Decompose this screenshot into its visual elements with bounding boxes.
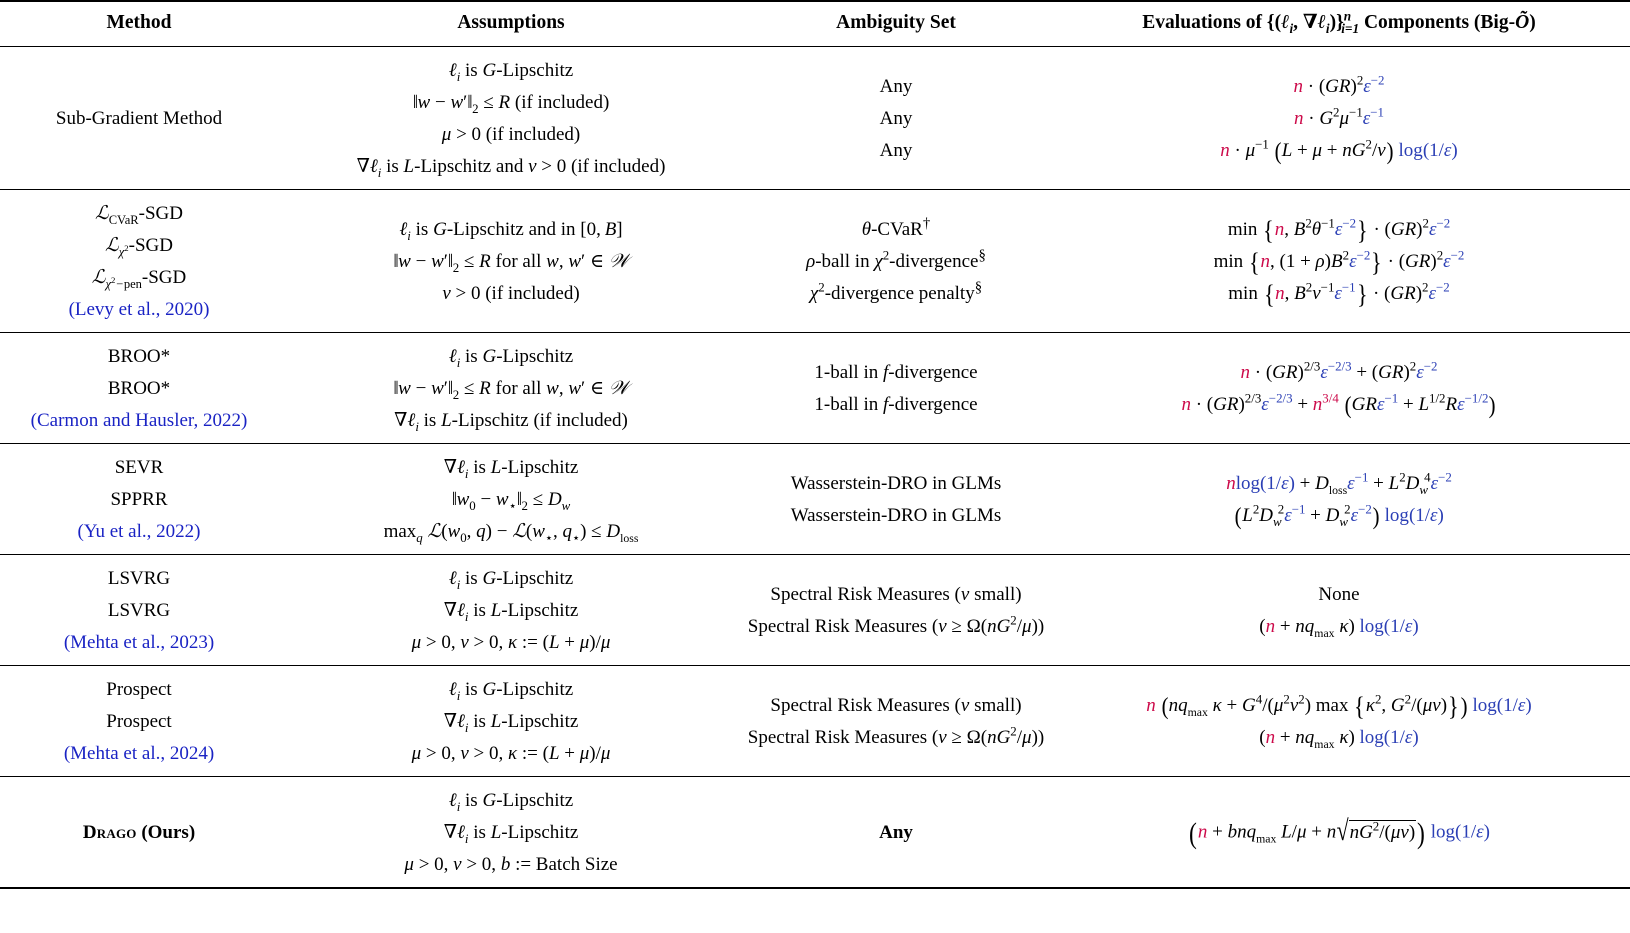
citation-link[interactable]: (Levy et al., 2020) — [68, 298, 210, 320]
cell-evaluations — [1048, 777, 1630, 889]
method-label: Prospect — [106, 678, 172, 700]
column-header-evaluations: Evaluations of {(ℓ$_i$, ∇ℓ$_i$)}$^n_{i=1}$ Components (Big-Õ) — [1142, 8, 1536, 36]
assumption-item: ℓ$_i$ is G-Lipschitz and in [0, B] — [399, 218, 623, 243]
assumption-item: ν > 0 (if included) — [442, 282, 580, 304]
method-label: Sub-Gradient Method — [55, 107, 223, 129]
cell-assumptions — [278, 190, 744, 333]
complexity-item: $(L^2D_w^2\varepsilon^{-1} + D_w^2\varepsilon^{-2})$ log(1/ε) — [1234, 501, 1444, 530]
table-row — [0, 555, 1630, 666]
cell-ambiguity-set — [744, 444, 1048, 555]
cell-assumptions — [278, 444, 744, 555]
ambiguity-list — [747, 689, 1045, 753]
assumption-item: ℓ$_i$ is G-Lipschitz — [448, 567, 574, 592]
assumption-item: ℓ$_i$ is G-Lipschitz — [448, 345, 574, 370]
assumption-item: ‖w − $w'‖_2 \le R$ for all w, w′ ∈ 𝒲 — [393, 377, 629, 402]
table-row — [0, 190, 1630, 333]
cell-assumptions — [278, 47, 744, 190]
method-name-stack — [6, 816, 272, 848]
cell-assumptions — [278, 555, 744, 666]
method-label: SPPRR — [110, 488, 168, 510]
ambiguity-item: Wasserstein-DRO in GLMs — [790, 504, 1002, 526]
ambiguity-item: Spectral Risk Measures $(\nu \ge \Omega(nG^2/\mu))$ — [747, 723, 1045, 748]
method-label: LSVRG — [107, 599, 171, 621]
citation-link[interactable]: (Carmon and Hausler, 2022) — [30, 409, 248, 431]
method-label: SEVR — [114, 456, 164, 478]
complexity-item: $n \cdot (GR)^{2/3}\varepsilon^{-2/3} + n^{3/4}$ $(GR\varepsilon^{-1} + L^{1/2}R\varepsilon^{-1/2})$ — [1181, 390, 1496, 419]
complexity-item: min {n, $(1 + \rho)B^2\varepsilon^{-2}\} \cdot (GR)^2\varepsilon^{-2}$ — [1213, 247, 1465, 277]
assumption-list — [284, 54, 738, 182]
assumption-item: ∇ℓ$_i$ is L-Lipschitz — [443, 599, 579, 624]
method-label: LSVRG — [107, 567, 171, 589]
method-label: ℒ$_{CVaR}$-SGD — [95, 202, 183, 227]
assumption-item: ∇ℓ$_i$ is L-Lipschitz — [443, 456, 579, 481]
complexity-item: min {n, $B^2\nu^{-1}\varepsilon^{-1}\} \cdot (GR)^2\varepsilon^{-2}$ — [1228, 279, 1450, 309]
method-label: BROO* — [107, 377, 171, 399]
ambiguity-item: Spectral Risk Measures (ν small) — [770, 694, 1022, 716]
cell-method — [0, 190, 278, 333]
complexity-list — [1054, 814, 1624, 852]
assumption-list — [284, 451, 738, 547]
ambiguity-item: 1-ball in f-divergence — [814, 393, 978, 415]
cell-method — [0, 444, 278, 555]
cell-evaluations — [1048, 47, 1630, 190]
cell-ambiguity-set — [744, 190, 1048, 333]
complexity-list — [1054, 213, 1624, 309]
complexity-list — [1054, 578, 1624, 642]
complexity-item: min {n, $B^2\theta^{-1}\varepsilon^{-2}\} \cdot (GR)^2\varepsilon^{-2}$ — [1227, 215, 1451, 245]
assumption-list — [284, 213, 738, 309]
method-label: ℒ$_{\chi^2}$-SGD — [105, 234, 173, 259]
citation-link[interactable]: (Mehta et al., 2024) — [63, 742, 215, 764]
assumption-item: μ > 0, ν > 0, b := Batch Size — [404, 853, 618, 875]
assumption-item: ℓ$_i$ is G-Lipschitz — [448, 678, 574, 703]
method-label: ℒ$_{\chi^2-pen}$-SGD — [91, 266, 187, 291]
ambiguity-list — [750, 70, 1042, 166]
table-row — [0, 333, 1630, 444]
ambiguity-list — [750, 213, 1042, 309]
complexity-list — [1054, 356, 1624, 420]
method-label: Prospect — [106, 710, 172, 732]
method-name-stack — [6, 340, 272, 436]
assumption-list — [284, 340, 738, 436]
table-header — [0, 1, 1630, 47]
complexity-item: $n \cdot (GR)^2\varepsilon^{-2}$ — [1293, 72, 1385, 97]
cell-ambiguity-set — [744, 47, 1048, 190]
assumption-item: ∇ℓ$_i$ is L-Lipschitz — [443, 710, 579, 735]
method-name-stack — [6, 102, 272, 134]
assumption-item: ∇ℓ$_i$ is L-Lipschitz — [443, 821, 579, 846]
cell-method — [0, 333, 278, 444]
complexity-item: ($n + nq_{max}$ κ) log(1/ε) — [1259, 615, 1419, 640]
ambiguity-list — [750, 816, 1042, 848]
complexity-item: None — [1318, 583, 1360, 605]
table-row — [0, 666, 1630, 777]
complexity-item: $nlog(1/\varepsilon) + D_{loss}\varepsilon^{-1} + L^2D_w^4\varepsilon^{-2}$ — [1226, 469, 1452, 497]
cell-assumptions — [278, 333, 744, 444]
column-header-ambiguity-set: Ambiguity Set — [836, 12, 956, 33]
ambiguity-list — [750, 356, 1042, 420]
ambiguity-item: ρ-ball in $\chi^2-divergence^\S$ — [806, 247, 986, 272]
complexity-item: $n \cdot \mu^{-1}$ $(L + \mu + nG^2/\nu)$ log(1/ε) — [1220, 136, 1458, 165]
cell-ambiguity-set — [744, 777, 1048, 889]
assumption-item: $\max_q$ $ℒ(w_0$, $q) - ℒ(w_⋆$, $q_⋆) \le D_{loss}$ — [383, 520, 639, 545]
cell-assumptions — [278, 777, 744, 889]
cell-ambiguity-set — [744, 666, 1048, 777]
cell-ambiguity-set — [744, 555, 1048, 666]
citation-link[interactable]: (Mehta et al., 2023) — [63, 631, 215, 653]
assumption-item: ℓ$_i$ is G-Lipschitz — [448, 59, 574, 84]
ambiguity-item: Spectral Risk Measures $(\nu \ge \Omega(nG^2/\mu))$ — [747, 612, 1045, 637]
complexity-item: ($n + nq_{max}$ κ) log(1/ε) — [1259, 726, 1419, 751]
ambiguity-item: 1-ball in f-divergence — [814, 361, 978, 383]
assumption-list — [284, 562, 738, 658]
complexity-item: (n + bnq$_{max}$ $L/\mu + n√nG^2/(\mu\nu)$) log(1/ε) — [1189, 815, 1490, 851]
method-label: BROO* — [107, 345, 171, 367]
assumption-item: μ > 0, ν > 0, κ := (L + μ)/μ — [411, 742, 611, 764]
cell-method — [0, 666, 278, 777]
cell-ambiguity-set — [744, 333, 1048, 444]
complexity-list — [1054, 467, 1624, 531]
ambiguity-item: θ-CVaR† — [861, 215, 931, 240]
table-row — [0, 777, 1630, 889]
cell-evaluations — [1048, 555, 1630, 666]
method-name-stack — [6, 673, 272, 769]
assumption-item: ‖w − $w'‖_2 \le R$ for all w, w′ ∈ 𝒲 — [393, 250, 629, 275]
assumption-item: ‖w − $w'‖_2 \le R$ (if included) — [412, 91, 610, 116]
cell-evaluations — [1048, 190, 1630, 333]
table-body — [0, 47, 1630, 889]
column-header-method: Method — [106, 12, 172, 33]
complexity-item: n ($nq_{max}$ $\kappa + G^4/(\mu^2\nu^2)$ $\max \{\kappa^2$, $G^2/(\mu\nu)$}) log(1/ε) — [1146, 691, 1532, 721]
assumption-list — [284, 673, 738, 769]
assumption-item: μ > 0, ν > 0, κ := (L + μ)/μ — [411, 631, 611, 653]
ambiguity-list — [747, 578, 1045, 642]
assumption-item: $‖w_0$ − $w_⋆‖_2 \le D_w$ — [451, 488, 571, 513]
ambiguity-item: Any — [879, 821, 913, 843]
cell-assumptions — [278, 666, 744, 777]
method-name-stack — [6, 197, 272, 325]
complexity-list — [1054, 689, 1624, 753]
cell-method — [0, 555, 278, 666]
assumption-item: μ > 0 (if included) — [441, 123, 581, 145]
complexity-item: $n \cdot G^2\mu^{-1}\varepsilon^{-1}$ — [1293, 104, 1385, 129]
ambiguity-item: Any — [879, 107, 913, 129]
cell-evaluations — [1048, 444, 1630, 555]
ambiguity-item: Any — [879, 75, 913, 97]
assumption-item: ∇ℓ$_i$ is L-Lipschitz (if included) — [394, 409, 628, 434]
assumption-item: ℓ$_i$ is G-Lipschitz — [448, 789, 574, 814]
cell-method — [0, 47, 278, 190]
ambiguity-list — [750, 467, 1042, 531]
assumption-list — [284, 784, 738, 880]
header-row — [0, 1, 1630, 47]
table-row — [0, 444, 1630, 555]
citation-link[interactable]: (Yu et al., 2022) — [77, 520, 201, 542]
ambiguity-item: Any — [879, 139, 913, 161]
table-row — [0, 47, 1630, 190]
assumption-item: ∇ℓ$_i$ is L-Lipschitz and ν > 0 (if included) — [356, 155, 666, 180]
ambiguity-item: $\chi^2$-divergence penalty§ — [809, 279, 983, 304]
method-name-stack — [6, 562, 272, 658]
cell-evaluations — [1048, 333, 1630, 444]
ambiguity-item: Wasserstein-DRO in GLMs — [790, 472, 1002, 494]
column-header-assumptions: Assumptions — [457, 12, 565, 33]
method-label: Drago (Ours) — [82, 821, 196, 843]
method-name-stack — [6, 451, 272, 547]
complexity-item: $n \cdot (GR)^{2/3}\varepsilon^{-2/3} + (GR)^2\varepsilon^{-2}$ — [1240, 358, 1438, 383]
cell-method — [0, 777, 278, 889]
cell-evaluations — [1048, 666, 1630, 777]
complexity-list — [1054, 70, 1624, 166]
ambiguity-item: Spectral Risk Measures (ν small) — [770, 583, 1022, 605]
